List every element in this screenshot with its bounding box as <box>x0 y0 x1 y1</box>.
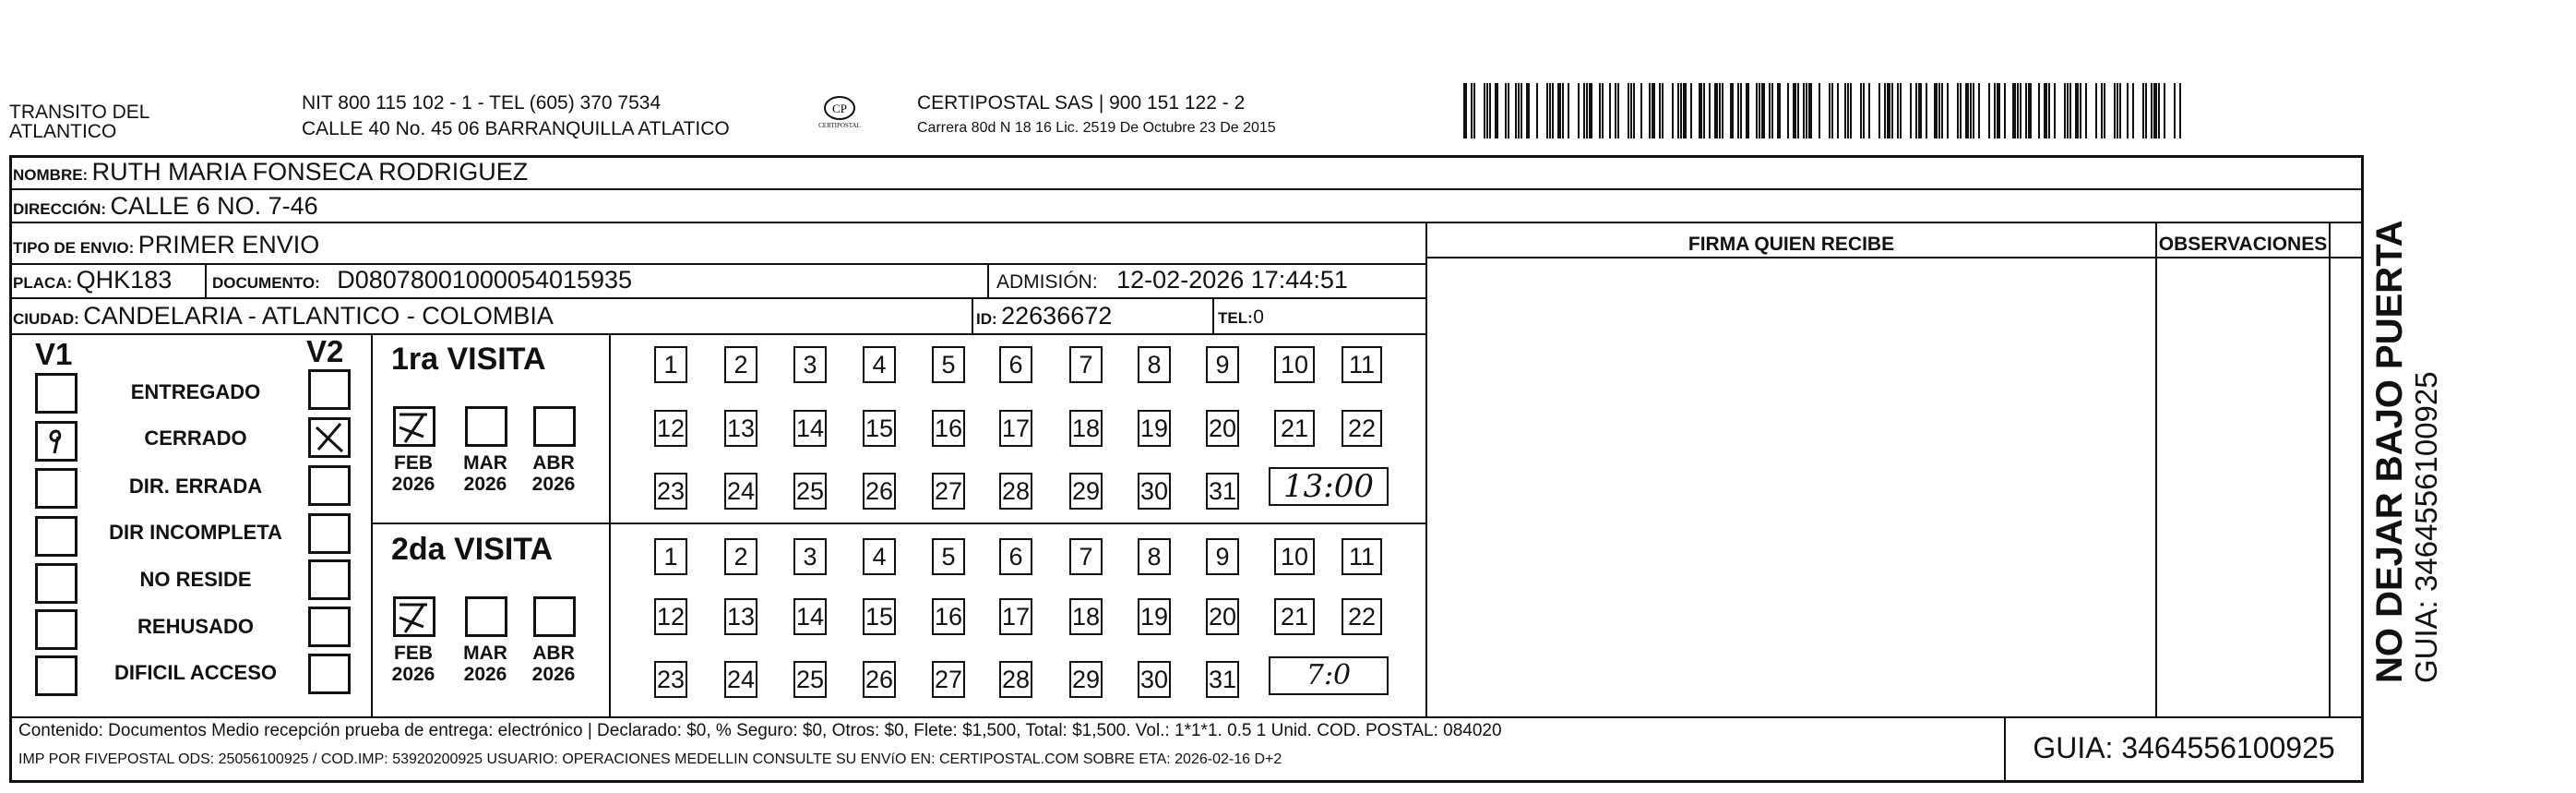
status-dir-incompleta: DIR INCOMPLETA <box>109 521 282 544</box>
ciudad-row: CIUDAD: CANDELARIA - ATLANTICO - COLOMBIA <box>13 302 554 330</box>
first-visit-day-7[interactable]: 7 <box>1069 346 1103 383</box>
id-row: ID: 22636672 <box>976 302 1113 330</box>
second-visit-day-8[interactable]: 8 <box>1138 538 1171 575</box>
ciudad-value: CANDELARIA - ATLANTICO - COLOMBIA <box>83 302 554 330</box>
placa-value: QHK183 <box>76 266 173 294</box>
first-visit-day-13[interactable]: 13 <box>724 410 757 447</box>
status-dir-errada: DIR. ERRADA <box>128 475 263 498</box>
second-visit-day-26[interactable]: 26 <box>863 661 896 698</box>
second-visit-day-10[interactable]: 10 <box>1274 538 1315 575</box>
tel-value: 0 <box>1253 306 1264 328</box>
first-visit-day-19[interactable]: 19 <box>1138 410 1171 447</box>
status-cerrado: CERRADO <box>144 427 247 450</box>
first-visit-day-28[interactable]: 28 <box>999 473 1032 510</box>
second-visit-day-3[interactable]: 3 <box>793 538 827 575</box>
barcode <box>1461 83 2183 138</box>
second-visit-day-30[interactable]: 30 <box>1138 661 1171 698</box>
footer-guia: GUIA: 3464556100925 <box>2033 731 2335 764</box>
status-entregado: ENTREGADO <box>130 380 261 403</box>
status-no-reside: NO RESIDE <box>139 568 252 591</box>
second-visit-day-5[interactable]: 5 <box>932 538 965 575</box>
nombre-value: RUTH MARIA FONSECA RODRIGUEZ <box>91 158 529 186</box>
first-visit-day-14[interactable]: 14 <box>793 410 827 447</box>
first-visit-day-23[interactable]: 23 <box>654 473 687 510</box>
first-visit-day-29[interactable]: 29 <box>1069 473 1103 510</box>
first-visit-month-feb-checkbox[interactable] <box>393 406 435 447</box>
sender-contact: NIT 800 115 102 - 1 - TEL (605) 370 7534 CALLE 40 No. 45 06 BARRANQUILLA ATLATICO <box>302 92 730 139</box>
v2-header: V2 <box>306 334 344 368</box>
first-visit-day-26[interactable]: 26 <box>863 473 896 510</box>
first-visit-title: 1ra VISITA <box>391 342 546 377</box>
first-visit-day-5[interactable]: 5 <box>932 346 965 383</box>
first-visit-day-1[interactable]: 1 <box>654 346 687 383</box>
first-visit-day-31[interactable]: 31 <box>1206 473 1239 510</box>
second-visit-day-22[interactable]: 22 <box>1342 598 1382 635</box>
second-visit-day-12[interactable]: 12 <box>654 598 687 635</box>
first-visit-day-30[interactable]: 30 <box>1138 473 1171 510</box>
carrier-info: CERTIPOSTAL SAS | 900 151 122 - 2 Carrera 80d N 18 16 Lic. 2519 De Octubre 23 De 2015 <box>917 92 1276 136</box>
second-visit-day-4[interactable]: 4 <box>863 538 896 575</box>
handwritten-mark-icon <box>38 424 75 459</box>
second-visit-day-28[interactable]: 28 <box>999 661 1032 698</box>
side-guia: GUIA: 3464556100925 <box>2409 371 2443 683</box>
observaciones-header: OBSERVACIONES <box>2158 234 2328 255</box>
second-visit-day-19[interactable]: 19 <box>1138 598 1171 635</box>
second-visit-day-14[interactable]: 14 <box>793 598 827 635</box>
second-visit-title: 2da VISITA <box>391 532 554 567</box>
second-visit-month-abr-checkbox[interactable] <box>533 596 576 637</box>
contenido-line: Contenido: Documentos Medio recepción prueba de entrega: electrónico | Declarado: $0, % Seguro: $0, Otros: $0, Flete: $1,500, Total: $1,500. Vol.: 1*1*1. 0.5 1 Unid. COD. POSTAL: 084020 <box>18 721 1502 740</box>
placa-row: PLACA: QHK183 <box>13 266 173 294</box>
v2-checkbox-dir-incompleta[interactable] <box>308 513 351 554</box>
direccion-value: CALLE 6 NO. 7-46 <box>110 192 318 220</box>
first-visit-day-11[interactable]: 11 <box>1342 346 1382 383</box>
second-visit-day-23[interactable]: 23 <box>654 661 687 698</box>
second-visit-month-feb-checkbox[interactable] <box>393 596 435 637</box>
second-visit-time: 7:0 <box>1269 656 1389 695</box>
side-text <box>2369 203 2443 683</box>
first-visit-month-label: FEB 2026 <box>391 452 435 495</box>
v1-checkbox-rehusado[interactable] <box>35 609 78 650</box>
first-visit-month-abr-checkbox[interactable] <box>533 406 576 447</box>
second-visit-day-9[interactable]: 9 <box>1206 538 1239 575</box>
second-visit-month-mar-checkbox[interactable] <box>465 596 507 637</box>
second-visit-month-label: FEB 2026 <box>391 643 435 685</box>
tipo-row: TIPO DE ENVIO: PRIMER ENVIO <box>13 231 320 258</box>
second-visit-day-21[interactable]: 21 <box>1274 598 1315 635</box>
first-visit-day-3[interactable]: 3 <box>793 346 827 383</box>
v1-checkbox-cerrado[interactable] <box>35 421 78 462</box>
second-visit-day-24[interactable]: 24 <box>724 661 757 698</box>
first-visit-day-6[interactable]: 6 <box>999 346 1032 383</box>
id-value: 22636672 <box>1001 302 1113 330</box>
handwritten-mark-icon <box>396 409 433 444</box>
admision-value: 12-02-2026 17:44:51 <box>1116 266 1348 294</box>
firma-header: FIRMA QUIEN RECIBE <box>1688 234 1895 255</box>
v1-checkbox-no-reside[interactable] <box>35 563 78 604</box>
second-visit-day-1[interactable]: 1 <box>654 538 687 575</box>
second-visit-day-31[interactable]: 31 <box>1206 661 1239 698</box>
admision-row: ADMISIÓN: 12-02-2026 17:44:51 <box>996 266 1348 294</box>
first-visit-day-9[interactable]: 9 <box>1206 346 1239 383</box>
v2-checkbox-rehusado[interactable] <box>308 607 351 647</box>
certipostal-logo: CP CERTIPOSTAL <box>805 95 875 141</box>
second-visit-day-2[interactable]: 2 <box>724 538 757 575</box>
second-visit-day-17[interactable]: 17 <box>999 598 1032 635</box>
v2-checkbox-entregado[interactable] <box>308 369 351 410</box>
first-visit-day-8[interactable]: 8 <box>1138 346 1171 383</box>
first-visit-day-12[interactable]: 12 <box>654 410 687 447</box>
second-visit-month-label: ABR 2026 <box>531 643 576 685</box>
first-visit-day-24[interactable]: 24 <box>724 473 757 510</box>
v2-checkbox-dir-errada[interactable] <box>308 465 351 506</box>
documento-value: D08078001000054015935 <box>337 266 633 294</box>
v1-checkbox-dificil-acceso[interactable] <box>35 655 78 696</box>
second-visit-day-16[interactable]: 16 <box>932 598 965 635</box>
first-visit-day-10[interactable]: 10 <box>1274 346 1315 383</box>
second-visit-day-25[interactable]: 25 <box>793 661 827 698</box>
status-dificil-acceso: DIFICIL ACCESO <box>113 661 277 684</box>
second-visit-day-11[interactable]: 11 <box>1342 538 1382 575</box>
second-visit-day-6[interactable]: 6 <box>999 538 1032 575</box>
nombre-row: NOMBRE: RUTH MARIA FONSECA RODRIGUEZ <box>13 158 529 186</box>
svg-text:CP: CP <box>832 102 847 115</box>
v2-checkbox-cerrado[interactable] <box>308 417 351 458</box>
first-visit-day-27[interactable]: 27 <box>932 473 965 510</box>
first-visit-day-17[interactable]: 17 <box>999 410 1032 447</box>
v1-checkbox-entregado[interactable] <box>35 373 78 414</box>
first-visit-day-22[interactable]: 22 <box>1342 410 1382 447</box>
no-dejar-bajo-puerta: NO DEJAR BAJO PUERTA <box>2369 220 2410 683</box>
first-visit-day-18[interactable]: 18 <box>1069 410 1103 447</box>
second-visit-day-29[interactable]: 29 <box>1069 661 1103 698</box>
v2-checkbox-dificil-acceso[interactable] <box>308 654 351 694</box>
v1-header: V1 <box>35 337 73 371</box>
v2-checkbox-no-reside[interactable] <box>308 559 351 600</box>
sender-name: TRANSITO DEL ATLANTICO <box>9 102 150 142</box>
first-visit-day-4[interactable]: 4 <box>863 346 896 383</box>
v1-checkbox-dir-errada[interactable] <box>35 468 78 509</box>
first-visit-month-label: ABR 2026 <box>531 452 576 495</box>
first-visit-day-25[interactable]: 25 <box>793 473 827 510</box>
second-visit-day-13[interactable]: 13 <box>724 598 757 635</box>
second-visit-day-27[interactable]: 27 <box>932 661 965 698</box>
x-mark-icon <box>311 420 348 455</box>
first-visit-day-20[interactable]: 20 <box>1206 410 1239 447</box>
v1-checkbox-dir-incompleta[interactable] <box>35 516 78 557</box>
second-visit-month-label: MAR 2026 <box>463 643 507 685</box>
second-visit-day-7[interactable]: 7 <box>1069 538 1103 575</box>
first-visit-day-16[interactable]: 16 <box>932 410 965 447</box>
status-rehusado: REHUSADO <box>137 615 254 638</box>
second-visit-day-15[interactable]: 15 <box>863 598 896 635</box>
tipo-value: PRIMER ENVIO <box>137 231 320 258</box>
handwritten-mark-icon <box>396 599 433 634</box>
first-visit-time: 13:00 <box>1269 467 1389 506</box>
imp-line: IMP POR FIVEPOSTAL ODS: 25056100925 / COD.IMP: 53920200925 USUARIO: OPERACIONES MEDELLIN CONSULTE SU ENVíO EN: CERTIPOSTAL.COM SOBRE ETA: 2026-02-16 D+2 <box>18 751 1282 767</box>
second-visit-day-20[interactable]: 20 <box>1206 598 1239 635</box>
first-visit-day-15[interactable]: 15 <box>863 410 896 447</box>
first-visit-month-mar-checkbox[interactable] <box>465 406 507 447</box>
tel-row: TEL: 0 <box>1218 306 1264 328</box>
first-visit-day-2[interactable]: 2 <box>724 346 757 383</box>
first-visit-day-21[interactable]: 21 <box>1274 410 1315 447</box>
documento-row: DOCUMENTO: D08078001000054015935 <box>212 266 633 294</box>
direccion-row: DIRECCIÓN: CALLE 6 NO. 7-46 <box>13 192 318 220</box>
second-visit-day-18[interactable]: 18 <box>1069 598 1103 635</box>
first-visit-month-label: MAR 2026 <box>463 452 507 495</box>
